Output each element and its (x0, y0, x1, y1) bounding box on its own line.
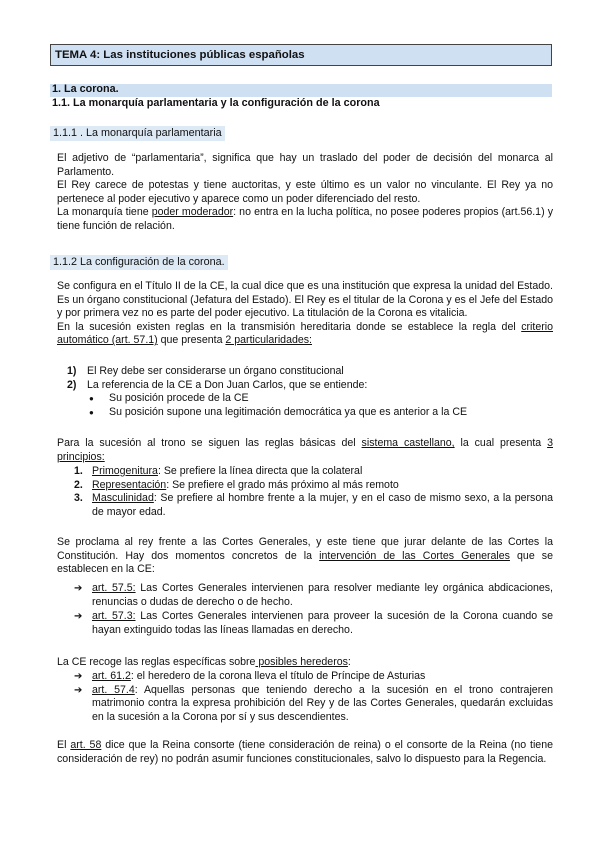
bullet-icon: ● (89, 407, 94, 417)
list-item (57, 670, 553, 684)
list-item (57, 392, 553, 406)
s112-p6-b: dice que la Reina consorte (tiene consideración de reina) o el consorte de la Reina (no tiene consideración de rey) no podrán asumir funciones constitucionales, salvo lo dispuesto para la Regencia. (57, 739, 553, 765)
subsection-heading: 1.1. La monarquía parlamentaria y la configuración de la corona (52, 97, 380, 109)
principle-text: : Se prefiere al hombre frente a la mujer, y en el caso de mismo sexo, a la persona de mayor edad. (92, 492, 553, 518)
s112-p3-text (57, 437, 553, 464)
list-item (57, 379, 553, 393)
s112-p4-b: que se establecen en la CE: (57, 549, 553, 576)
title-box (50, 44, 552, 66)
article-text: : Aquellas personas que teniendo derecho a la sucesión en el trono contrajeren matrimonio contra la expresa prohibición del Rey y de las Cortes Generales, quedarán excluidas en la sucesión a la Corona por sí y sus descendientes. (92, 683, 554, 723)
s112-p6-u: art. 58 (70, 739, 102, 751)
herederos-list (57, 670, 553, 724)
list-marker: 1. (74, 465, 83, 477)
s112-p6-text (57, 739, 553, 766)
s112-p2-u1: criterio automático (art. 57.1) (57, 320, 553, 347)
list-item-text: La referencia de la CE a Don Juan Carlos, que se entiende: (87, 378, 368, 391)
s112-p5-b: : (347, 656, 351, 668)
list-item-text: El Rey debe ser considerarse un órgano constitucional (87, 365, 344, 377)
article-text: Las Cortes Generales intervienen para resolver mediante ley orgánica abdicaciones, renuncias o dudas de derecho o de hecho. (92, 582, 554, 608)
list-item (57, 406, 553, 420)
article-ref: art. 57.4 (92, 683, 135, 696)
article-text: : el heredero de la corona lleva el título de Príncipe de Asturias (130, 670, 426, 682)
list-item-text: Su posición supone una legitimación democrática ya que es anterior a la CE (109, 405, 468, 418)
list-item-text: Su posición procede de la CE (109, 392, 249, 405)
s112-p4-text (57, 536, 553, 577)
s112-p3-u2: 3 principios: (57, 437, 553, 463)
principle-text: : Se prefiere la línea directa que la colateral (157, 465, 363, 477)
s112-p3 (57, 437, 553, 464)
s112-p3-b: la cual presenta (454, 437, 548, 449)
s111-p3 (57, 206, 553, 233)
s112-p4 (57, 536, 553, 577)
heading-1-1-1: 1.1.1 . La monarquía parlamentaria (50, 126, 225, 141)
list-marker: 2) (67, 378, 77, 391)
s112-p3-u1: sistema castellano, (361, 437, 455, 449)
principle-term: Masculinidad (92, 492, 154, 505)
bullet-icon: ● (89, 394, 94, 404)
article-ref: art. 57.5: (92, 582, 136, 594)
s112-p4-a: Se proclama al rey frente a las Cortes Generales, y este tiene que jurar delante de las Cortes la Constitución. Hay dos momentos concretos de la (57, 536, 553, 562)
article-ref: art. 57.3: (92, 610, 136, 623)
s112-paragraphs (57, 280, 553, 348)
s112-p1: Se configura en el Título II de la CE, la cual dice que es una institución que expresa la unidad del Estado. Es un órgano constitucional (Jefatura del Estado). El Rey es el titular de la Corona y es el Jefe del Estado y por primera vez no es parte del poder ejecutivo. La titulación de la Corona es vitalicia. (57, 280, 553, 320)
list-item (57, 479, 553, 493)
s111-p3-term: poder moderador (151, 206, 234, 219)
s112-p6-a: El (57, 739, 71, 751)
s112-p2-b: que presenta (157, 334, 226, 347)
s112-p2-u2: 2 particularidades: (225, 334, 312, 347)
s112-p3-a: Para la sucesión al trono se siguen las reglas básicas del (57, 437, 362, 449)
list-item (57, 684, 553, 725)
s112-p5-text (57, 656, 553, 670)
s112-p5 (57, 656, 553, 670)
s112-p2-a: En la sucesión existen reglas en la transmisión hereditaria donde se establece la regla del (57, 320, 522, 333)
list-marker: 2. (74, 478, 83, 491)
article-ref: art. 61.2 (92, 670, 131, 682)
list-item (57, 465, 553, 479)
s111-paragraphs (57, 152, 553, 234)
section-heading: 1. La corona. (52, 83, 119, 95)
s112-p5-u: posibles herederos (255, 656, 348, 668)
s111-p3-b: : no entra en la lucha política, no posee poderes propios (art.56.1) y tiene función de relación. (57, 206, 554, 232)
arrow-icon: ➔ (74, 611, 83, 623)
list-item (57, 610, 553, 637)
principle-term: Primogenitura (92, 465, 158, 477)
s112-p2 (57, 321, 553, 348)
principle-term: Representación (92, 478, 167, 491)
s112-p5-a: La CE recoge las reglas específicas sobre (57, 656, 256, 668)
article-text: Las Cortes Generales intervienen para proveer la sucesión de la Corona cuando se hayan extinguido todas las líneas llamadas en derecho. (92, 610, 553, 636)
s112-p6 (57, 739, 553, 766)
document-title: TEMA 4: Las instituciones públicas españolas (55, 49, 305, 61)
heading-1-1-2: 1.1.2 La configuración de la corona. (50, 255, 228, 270)
list-item (57, 492, 553, 519)
arrow-icon: ➔ (74, 684, 83, 696)
arrow-icon: ➔ (74, 671, 83, 682)
list-marker: 1) (67, 365, 77, 377)
s111-p3-a: La monarquía tiene (57, 206, 152, 219)
list-marker: 3. (74, 492, 83, 505)
list-item (57, 365, 553, 379)
s112-p4-u: intervención de las Cortes Generales (319, 549, 510, 562)
cortes-list (57, 582, 553, 637)
s111-p2: El Rey carece de potestas y tiene auctoritas, y este último es un valor no vinculante. El Rey ya no pertenece al poder ejecutivo y aparece como un poder diferenciado del resto. (57, 179, 553, 205)
s111-p1: El adjetivo de “parlamentaria”, significa que hay un traslado del poder de decisión del monarca al Parlamento. (57, 152, 553, 178)
particularities-list (57, 365, 553, 419)
principle-text: : Se prefiere el grado más próximo al más remoto (166, 478, 399, 491)
section-band-1 (50, 84, 552, 97)
arrow-icon: ➔ (74, 583, 83, 594)
list-item (57, 582, 553, 609)
principles-list (57, 465, 553, 519)
